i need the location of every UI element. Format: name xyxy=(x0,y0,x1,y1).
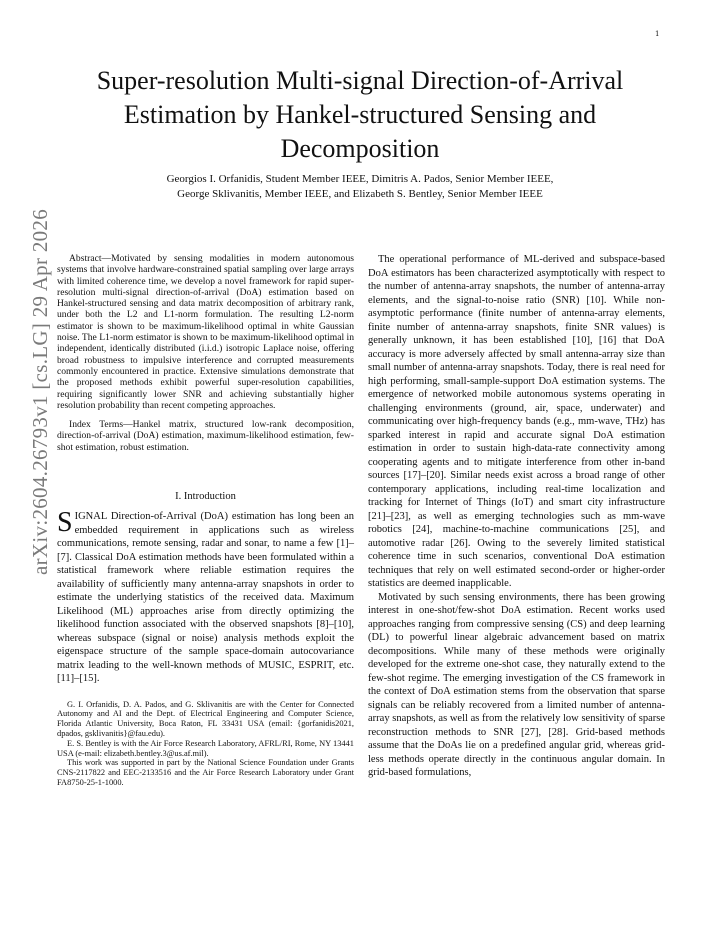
section-heading-introduction: I. Introduction xyxy=(175,491,236,503)
footnote-funding: This work was supported in part by the National Science Foundation under Grants CNS-2117822 and EEC-2133516 and the Air Force Research Laboratory under Grant FA8750-25-1-1000. xyxy=(57,758,354,787)
right-column xyxy=(368,253,665,780)
abstract: Abstract—Motivated by sensing modalities in modern autonomous systems that involve hardware-constrained spatial sampling over large arrays with limited coherence time, we develop a novel framework for rapid super-resolution multi-signal direction-of-arrival (DoA) estimation based on Hankel-structured sensing and data matrix decomposition of arbitrary rank, under both the L2 and L1-norm formulation. The resulting L2-norm estimator is shown to be maximum-likelihood optimal in white Gaussian noise. The L1-norm estimator is shown to be maximum-likelihood optimal in independent, identically distributed (i.i.d.) isotropic Laplace noise, offering broad robustness to impulsive interference and corrupted measurements commonly encountered in practice. Extensive simulations demonstrate that the proposed methods exhibit powerful super-resolution capabilities, requiring significantly lower SNR and achieving substantially higher resolution probability than recent competing approaches. xyxy=(57,253,354,411)
footnote-bentley: E. S. Bentley is with the Air Force Research Laboratory, AFRL/RI, Rome, NY 13441 USA (e-mail: elizabeth.bentley.3@us.af.mil). xyxy=(57,738,354,758)
footnotes xyxy=(57,700,354,788)
paper-title: Super-resolution Multi-signal Direction-of-Arrival Estimation by Hankel-structured Sensing and Decomposition xyxy=(96,66,624,163)
footnote-affiliation: G. I. Orfanidis, D. A. Pados, and G. Sklivanitis are with the Center for Connected Autonomy and AI and the Dept. of Electrical Engineering and Computer Science, Florida Atlantic University, Boca Raton, FL 33431 USA (email: {gorfanidis2021, dpados, gsklivanitis}@fau.edu). xyxy=(57,699,354,738)
intro-paragraph xyxy=(57,507,354,686)
body-paragraph: The operational performance of ML-derived and subspace-based DoA estimators has been characterized asymptotically with respect to the number of antenna-array snapshots, the number of antenna-array elements, and the signal-to-noise ratio (SNR) [10]. While non-asymptotic performance (finite number of antenna-array elements, finite number of antenna-array snapshots, finite SNR values) is generally unknown, it has been established [10], [16] that DoA accuracy is more adversely affected by small antenna-array size than small number of antenna-array snapshots. Today, there is real need for high performing, small-sample-support DoA estimation systems. The emergence of networked mobile autonomous systems operating in challenging environments (ground, air, space, underwater) and communicating over high-frequency bands (e.g., mm-wave, THz) has sparked interest in rapid and accurate signal DoA estimation estimation in order to sustain high-data-rate connectivity among cooperating agents and to mitigate interference from other in-band sources [17]–[20]. Similar needs exist across a broad range of other contemporary applications, including real-time localization and tracking for Internet of Things (IoT) and smart city infrastructure [21]–[23], as well as emerging technologies such as mm-wave robotics [24], machine-to-machine communications [25], and automotive radar [26]. Owing to the severely limited statistical coherence time in such scenarios, conventional DoA estimation techniques that rely on well estimated second-order or higher-order statistics are deemed inapplicable. xyxy=(368,254,665,589)
left-column xyxy=(57,253,354,788)
author-list xyxy=(85,172,635,202)
page-number: 1 xyxy=(655,30,660,38)
body-paragraph: Motivated by such sensing environments, there has been growing interest in one-shot/few-shot DoA estimation. Recent works used approaches ranging from compressive sensing (CS) and deep learning (DL) to powerful linear algebraic advancement based on matrix decompositions. While many of these methods were originally developed for the extreme one-shot case, they naturally extend to the few-shot regime. The emerging investigation of the CS framework in the context of DoA estimation stems from the observation that sparse signals can be reliably recovered from a limited number of antenna-array snapshots, as well as from the relatively low sensitivity of sparse reconstruction methods to SNR [27], [28]. Grid-based methods assume that the DoAs lie on a predefined angular grid, whereas grid-less methods operate directly in the continuous angular domain. In grid-based formulations, xyxy=(368,591,665,778)
intro-paragraph-text: IGNAL Direction-of-Arrival (DoA) estimation has long been an embedded requirement in applications such as wireless communications, remote sensing, radar and sonar, to name a few [1]–[7]. Classical DoA estimation methods have been formulated within a statistical framework where reliable estimation requires the availability of sufficiently many antenna-array snapshots in order to estimate the underlying statistics of the received data. Maximum Likelihood (ML) approaches arise from directly optimizing the likelihood function associated with the observed snapshots [8]–[10], whereas subspace (signal or noise) analysis methods exploit the eigenspace structure of the sample space-domain autocovariance matrix leading to the well-known methods of MUSIC, ESPRIT, etc. [11]–[15]. xyxy=(57,511,354,685)
author-line-1: Georgios I. Orfanidis, Student Member IEEE, Dimitris A. Pados, Senior Member IEEE, xyxy=(166,173,554,185)
arxiv-stamp: arXiv:2604.26793v1 [cs.LG] 29 Apr 2026 xyxy=(28,208,52,575)
author-line-2: George Sklivanitis, Member IEEE, and Elizabeth S. Bentley, Senior Member IEEE xyxy=(177,188,543,200)
drop-cap: S xyxy=(57,507,73,539)
index-terms: Index Terms—Hankel matrix, structured low-rank decomposition, direction-of-arrival (DoA) estimation, maximum-likelihood estimation, few-shot estimation, robust estimation. xyxy=(57,419,354,453)
